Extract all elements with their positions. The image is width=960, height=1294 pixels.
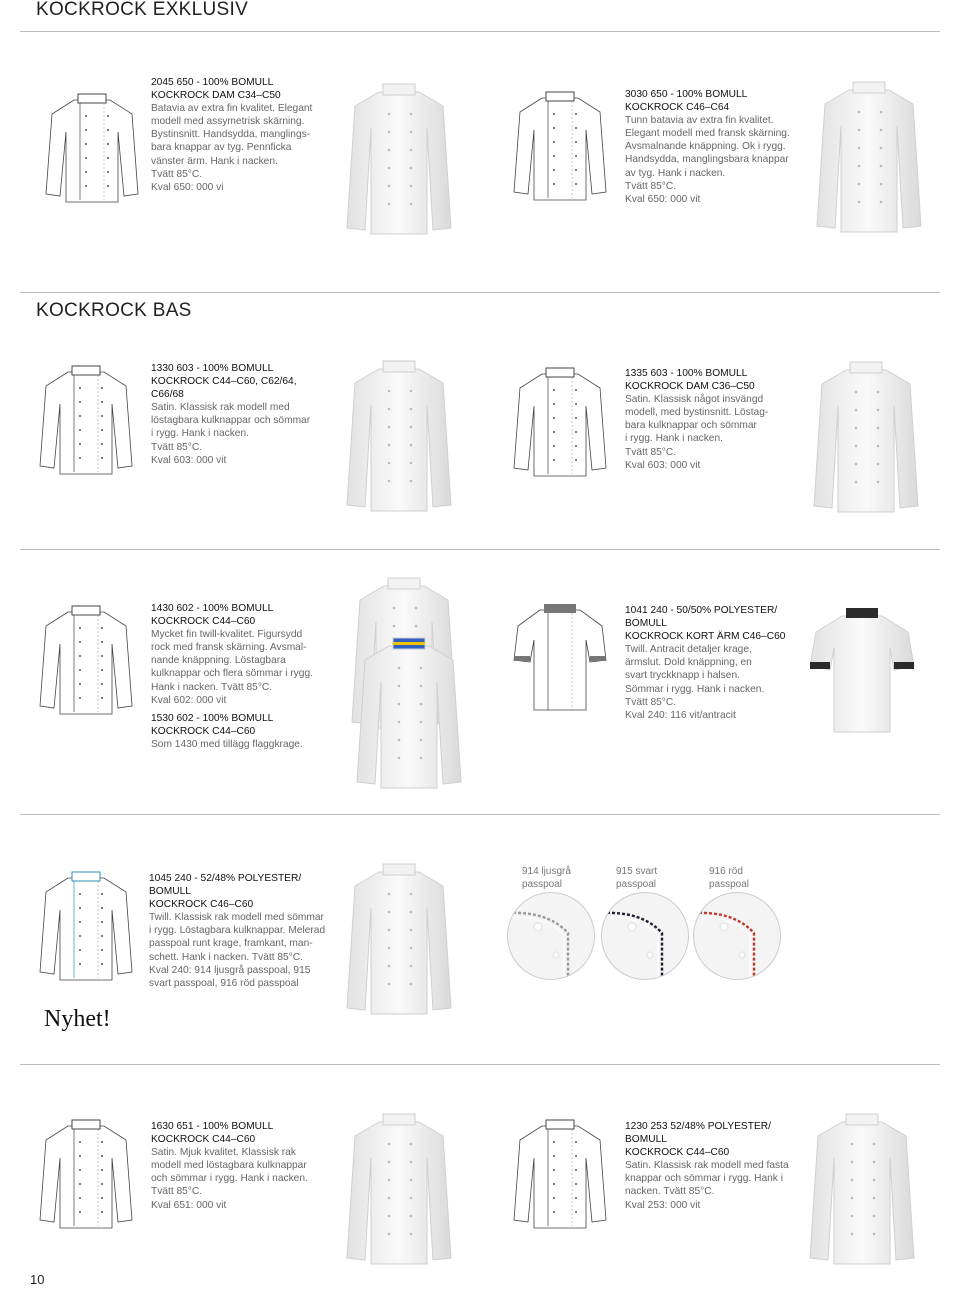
text-line: vänster ärm. Hank i nacken. — [151, 155, 278, 167]
text-line: Kval 603: 000 vit — [151, 454, 227, 466]
text-line: knappar och sömmar i rygg. Hank i — [625, 1173, 783, 1185]
jacket-sketch-2045 — [42, 90, 142, 208]
text-line: KOCKROCK C44–C60 — [151, 1134, 256, 1146]
product-1041 — [625, 604, 800, 722]
text-line: 1045 240 - 52/48% POLYESTER/ — [149, 873, 302, 884]
text-line: 2045 650 - 100% BOMULL — [151, 77, 274, 88]
divider — [20, 31, 940, 32]
text-line: Tunn batavia av extra fin kvalitet. — [625, 115, 774, 127]
text-line: KOCKROCK C44–C60 — [151, 616, 256, 628]
text-line: Som 1430 med tillägg flaggkrage. — [151, 739, 303, 751]
text-line: modell med löstagbara kulknappar — [151, 1160, 307, 1172]
jacket-sketch-1630 — [36, 1116, 136, 1234]
text-line: rock med fransk skärning. Avsmal- — [151, 642, 307, 654]
text-line: Batavia av extra fin kvalitet. Elegant — [151, 103, 313, 115]
text-line: och sömmar i rygg. Hank i nacken. — [151, 1173, 308, 1185]
text-line: Kval 253: 000 vit — [625, 1199, 701, 1211]
jacket-photo-1045 — [345, 858, 453, 1018]
text-line: Tvätt 85°C. — [625, 446, 677, 458]
product-1330 — [151, 362, 326, 467]
text-line: KOCKROCK KORT ÄRM C46–C60 — [625, 631, 786, 643]
swatch-915-svart — [601, 892, 689, 980]
text-line: BOMULL — [625, 1134, 667, 1146]
jacket-sketch-1430 — [36, 602, 136, 720]
jacket-photo-1041 — [808, 602, 916, 762]
text-line: nacken. Tvätt 85°C. — [625, 1186, 715, 1198]
text-line: 1530 602 - 100% BOMULL — [151, 713, 274, 724]
text-line: schett. Hank i nacken. Tvätt 85°C. — [149, 951, 303, 963]
divider — [20, 814, 940, 815]
swatch-916-rod — [693, 892, 781, 980]
text-line: Tvätt 85°C. — [151, 1186, 203, 1198]
text-line: modell med assymetrisk skärning. — [151, 116, 305, 128]
section-title-bas: KOCKROCK BAS — [36, 300, 192, 321]
text-line: 1630 651 - 100% BOMULL — [151, 1121, 274, 1132]
text-line: Kval 650: 000 vit — [625, 193, 701, 205]
product-1630 — [151, 1120, 326, 1212]
jacket-sketch-1330 — [36, 362, 136, 480]
section-title-exklusiv: KOCKROCK EXKLUSIV — [36, 0, 249, 20]
text-line: bara kulknappar och sömmar — [625, 420, 757, 432]
text-line: Kval 240: 914 ljusgrå passpoal, 915 — [149, 964, 311, 976]
text-line: Sömmar i rygg. Hank i nacken. — [625, 683, 765, 695]
text-line: BOMULL — [149, 886, 191, 898]
swatch-label-915: 915 svart passpoal — [616, 866, 658, 890]
text-line: Kval 603: 000 vit — [625, 459, 701, 471]
text-line: Kval 651: 000 vit — [151, 1199, 227, 1211]
divider — [20, 549, 940, 550]
text-line: Tvätt 85°C. — [625, 696, 677, 708]
text-line: KOCKROCK C46–C60 — [149, 899, 254, 911]
jacket-photo-2045 — [345, 78, 453, 238]
text-line: 1041 240 - 50/50% POLYESTER/ — [625, 605, 778, 616]
text-line: 3030 650 - 100% BOMULL — [625, 89, 748, 100]
text-line: svart passpoal, 916 röd passpoal — [149, 977, 299, 989]
text-line: BOMULL — [625, 618, 667, 630]
text-line: i rygg. Hank i nacken. — [625, 433, 723, 445]
text-line: Elegant modell med fransk skärning. — [625, 128, 790, 140]
text-line: bara knappar av tyg. Pennficka — [151, 142, 292, 154]
text-line: Handsydda, manglingsbara knappar — [625, 154, 789, 166]
product-1430 — [151, 602, 326, 707]
text-line: modell, med bystinsnitt. Löstag- — [625, 407, 769, 419]
swatch-914-ljusgra — [507, 892, 595, 980]
text-line: kulknappar och flera sömmar i rygg. — [151, 668, 313, 680]
text-line: Satin. Mjuk kvalitet. Klassisk rak — [151, 1147, 296, 1159]
text-line: Twill. Antracit detaljer krage, — [625, 644, 752, 656]
text-line: svart tryckknapp i halsen. — [625, 670, 740, 682]
text-line: 1230 253 52/48% POLYESTER/ — [625, 1121, 771, 1132]
divider — [20, 292, 940, 293]
product-2045 — [151, 76, 326, 194]
text-line: Kval 602: 000 vit — [151, 694, 227, 706]
text-line: Hank i nacken. Tvätt 85°C. — [151, 681, 273, 693]
page-number: 10 — [30, 1272, 45, 1287]
text-line: Tvätt 85°C. — [151, 441, 203, 453]
text-line: Tvätt 85°C. — [625, 180, 677, 192]
text-line: Kval 240: 116 vit/antracit — [625, 709, 736, 721]
product-1045 — [149, 872, 324, 990]
text-line: Tvätt 85°C. — [151, 168, 203, 180]
text-line: Mycket fin twill-kvalitet. Figursydd — [151, 629, 303, 641]
text-line: KOCKROCK C46–C64 — [625, 102, 730, 114]
product-1230 — [625, 1120, 800, 1212]
text-line: Satin. Klassisk rak modell med — [151, 402, 290, 414]
text-line: Avsmalnande knäppning. Ok i rygg. — [625, 141, 786, 153]
product-3030 — [625, 88, 800, 206]
nyhet-label: Nyhet! — [44, 1006, 111, 1032]
text-line: KOCKROCK C44–C60, C62/64, — [151, 376, 297, 388]
text-line: ärmslut. Dold knäppning, en — [625, 657, 752, 669]
product-1530 — [151, 712, 326, 751]
text-line: KOCKROCK DAM C34–C50 — [151, 90, 281, 102]
jacket-photo-1335 — [812, 356, 920, 516]
divider — [20, 1064, 940, 1065]
jacket-sketch-1041 — [510, 600, 610, 718]
text-line: KOCKROCK DAM C36–C50 — [625, 381, 755, 393]
text-line: 1430 602 - 100% BOMULL — [151, 603, 274, 614]
text-line: nande knäppning. Löstagbara — [151, 655, 286, 667]
jacket-photo-1630 — [345, 1108, 453, 1268]
text-line: Twill. Klassisk rak modell med sömmar — [149, 912, 324, 924]
text-line: C66/68 — [151, 389, 184, 401]
text-line: passpoal runt krage, framkant, man- — [149, 938, 313, 950]
text-line: KOCKROCK C44–C60 — [625, 1147, 730, 1159]
text-line: 1335 603 - 100% BOMULL — [625, 368, 748, 379]
text-line: Satin. Klassisk rak modell med fasta — [625, 1160, 789, 1172]
jacket-photo-3030 — [815, 76, 923, 236]
text-line: 1330 603 - 100% BOMULL — [151, 363, 274, 374]
jacket-photo-1330 — [345, 355, 453, 515]
text-line: Kval 650: 000 vi — [151, 181, 224, 193]
jacket-sketch-1335 — [510, 364, 610, 482]
text-line: löstagbara kulknappar och sömmar — [151, 415, 311, 427]
jacket-photo-1530-flaggkrage — [355, 632, 463, 792]
text-line: Bystinsnitt. Handsydda, manglings- — [151, 129, 311, 141]
jacket-photo-1230 — [808, 1108, 916, 1268]
jacket-sketch-1230 — [510, 1116, 610, 1234]
jacket-sketch-1045 — [36, 868, 136, 986]
jacket-sketch-3030 — [510, 88, 610, 206]
swatch-label-916: 916 röd passpoal — [709, 866, 750, 890]
swatch-label-914: 914 ljusgrå passpoal — [522, 866, 571, 890]
text-line: i rygg. Hank i nacken. — [151, 428, 249, 440]
product-1335 — [625, 367, 800, 472]
text-line: Satin. Klassisk något insvängd — [625, 394, 764, 406]
text-line: av tyg. Hank i nacken. — [625, 167, 726, 179]
text-line: i rygg. Löstagbara kulknappar. Melerad — [149, 925, 326, 937]
text-line: KOCKROCK C44–C60 — [151, 726, 256, 738]
